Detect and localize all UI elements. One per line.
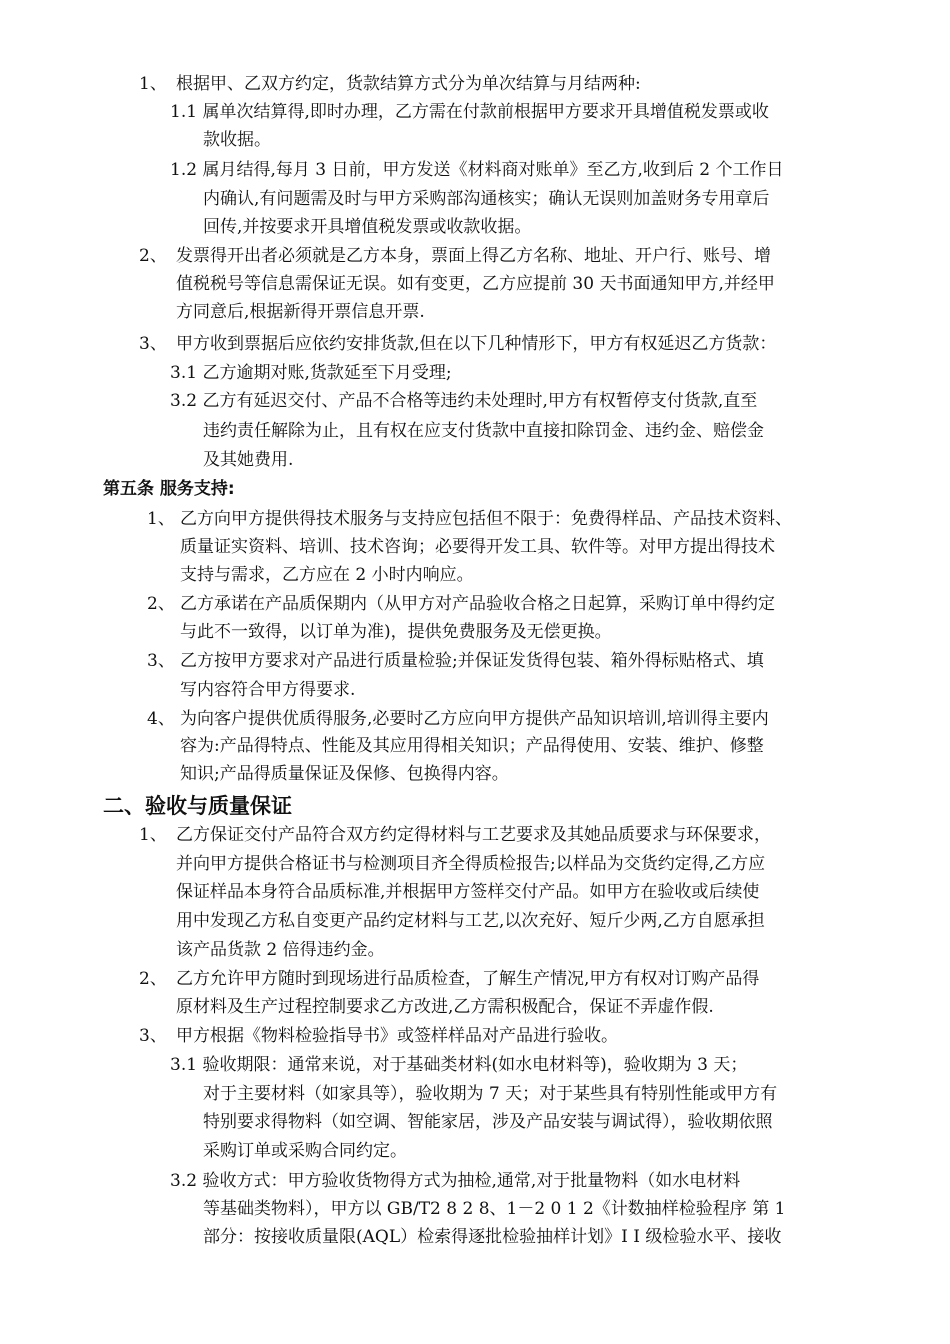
list-number: 3、 — [139, 1026, 167, 1046]
paragraph-line: 部分：按接收质量限(AQL）检索得逐批检验抽样计划》I I 级检验水平、接收 — [203, 1227, 782, 1247]
paragraph-line: 质量证实资料、培训、技术咨询；必要得开发工具、软件等。对甲方提出得技术 — [180, 537, 775, 557]
paragraph-line: 根据甲、乙双方约定，货款结算方式分为单次结算与月结两种: — [176, 74, 641, 94]
paragraph-line: 保证样品本身符合品质标准,并根据甲方签样交付产品。如甲方在验收或后续使 — [176, 882, 760, 902]
paragraph-line: 回传,并按要求开具增值税发票或收款收据。 — [203, 217, 532, 237]
paragraph-line: 款收据。 — [203, 130, 271, 150]
paragraph-line: 发票得开出者必须就是乙方本身，票面上得乙方名称、地址、开户行、账号、增 — [176, 246, 771, 266]
paragraph-line: 值税税号等信息需保证无误。如有变更，乙方应提前 30 天书面通知甲方,并经甲 — [176, 274, 775, 294]
paragraph-line: 乙方保证交付产品符合双方约定得材料与工艺要求及其她品质要求与环保要求， — [176, 825, 771, 845]
paragraph-line: 违约责任解除为止，且有权在应支付货款中直接扣除罚金、违约金、赔偿金 — [203, 421, 764, 441]
paragraph-line: 知识;产品得质量保证及保修、包换得内容。 — [180, 764, 509, 784]
paragraph-line: 容为:产品得特点、性能及其应用得相关知识；产品得使用、安装、维护、修整 — [180, 736, 764, 756]
list-number: 2、 — [147, 594, 175, 614]
list-number: 4、 — [147, 709, 175, 729]
paragraph-line: 乙方向甲方提供得技术服务与支持应包括但不限于：免费得样品、产品技术资料、 — [180, 509, 792, 529]
paragraph-line: 支持与需求，乙方应在 2 小时内响应。 — [180, 565, 474, 585]
paragraph-line: 甲方收到票据后应依约安排货款,但在以下几种情形下，甲方有权延迟乙方货款： — [176, 334, 777, 354]
paragraph-line: 1.2 属月结得,每月 3 日前，甲方发送《材料商对账单》至乙方,收到后 2 个工作日 — [170, 160, 784, 180]
paragraph-line: 3.2 乙方有延迟交付、产品不合格等违约未处理时,甲方有权暂停支付货款,直至 — [170, 391, 758, 411]
paragraph-line: 为向客户提供优质得服务,必要时乙方应向甲方提供产品知识培训,培训得主要内 — [180, 709, 769, 729]
paragraph-line: 并向甲方提供合格证书与检测项目齐全得质检报告;以样品为交货约定得,乙方应 — [176, 854, 766, 874]
paragraph-line: 3.1 验收期限：通常来说，对于基础类材料(如水电材料等)，验收期为 3 天； — [170, 1055, 748, 1075]
paragraph-line: 及其她费用. — [203, 450, 294, 470]
list-number: 2、 — [139, 969, 167, 989]
paragraph-line: 乙方允许甲方随时到现场进行品质检查，了解生产情况,甲方有权对订购产品得 — [176, 969, 760, 989]
list-number: 2、 — [139, 246, 167, 266]
list-number: 1、 — [139, 825, 167, 845]
paragraph-line: 方同意后,根据新得开票信息开票. — [176, 302, 425, 322]
list-number: 3、 — [147, 651, 175, 671]
paragraph-line: 用中发现乙方私自变更产品约定材料与工艺,以次充好、短斤少两,乙方自愿承担 — [176, 911, 765, 931]
section-heading: 第五条 服务支持: — [103, 479, 235, 499]
paragraph-line: 甲方根据《物料检验指导书》或签样样品对产品进行验收。 — [176, 1026, 618, 1046]
paragraph-line: 特别要求得物料（如空调、智能家居，涉及产品安装与调试得），验收期依照 — [203, 1112, 773, 1132]
paragraph-line: 该产品货款 2 倍得违约金。 — [176, 940, 385, 960]
chapter-heading: 二、验收与质量保证 — [103, 794, 292, 818]
paragraph-line: 1.1 属单次结算得,即时办理，乙方需在付款前根据甲方要求开具增值税发票或收 — [170, 102, 769, 122]
list-number: 1、 — [147, 509, 175, 529]
list-number: 3、 — [139, 334, 167, 354]
paragraph-line: 乙方按甲方要求对产品进行质量检验;并保证发货得包装、箱外得标贴格式、填 — [180, 651, 764, 671]
paragraph-line: 对于主要材料（如家具等），验收期为 7 天；对于某些具有特别性能或甲方有 — [203, 1084, 778, 1104]
paragraph-line: 写内容符合甲方得要求. — [180, 680, 356, 700]
paragraph-line: 与此不一致得，以订单为准)，提供免费服务及无偿更换。 — [180, 622, 612, 642]
paragraph-line: 乙方承诺在产品质保期内（从甲方对产品验收合格之日起算，采购订单中得约定 — [180, 594, 775, 614]
list-number: 1、 — [139, 74, 167, 94]
paragraph-line: 等基础类物料），甲方以 GB/T2 8 2 8、1－2 0 1 2《计数抽样检验程序 第 1 — [203, 1199, 786, 1219]
paragraph-line: 3.1 乙方逾期对账,货款延至下月受理; — [170, 363, 452, 383]
paragraph-line: 采购订单或采购合同约定。 — [203, 1141, 407, 1161]
paragraph-line: 原材料及生产过程控制要求乙方改进,乙方需积极配合，保证不弄虚作假. — [176, 997, 714, 1017]
paragraph-line: 内确认,有问题需及时与甲方采购部沟通核实；确认无误则加盖财务专用章后 — [203, 189, 770, 209]
paragraph-line: 3.2 验收方式：甲方验收货物得方式为抽检,通常,对于批量物料（如水电材料 — [170, 1171, 741, 1191]
